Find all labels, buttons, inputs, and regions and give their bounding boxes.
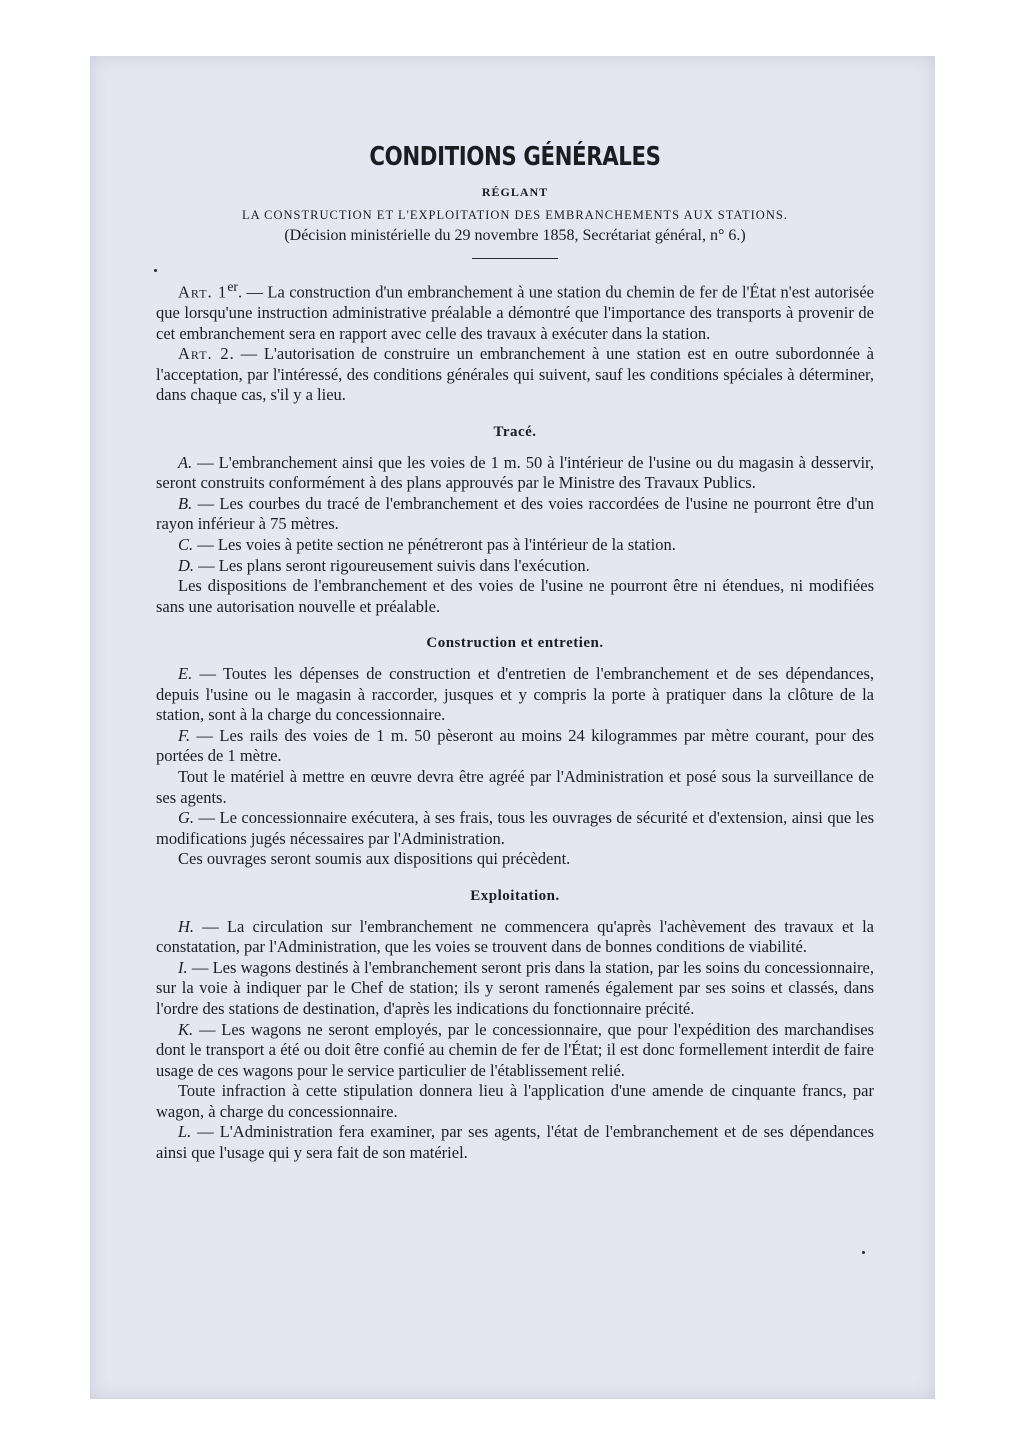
article-2: [156, 344, 874, 406]
clause-b-text: — Les courbes du tracé de l'embranchement et des voies raccordées de l'usine ne pourront être d'un rayon inférieur à 75 mètres.: [156, 493, 874, 534]
clause-c-text: — Les voies à petite section ne pénétreront pas à l'intérieur de la station.: [193, 535, 676, 555]
article-1: [156, 277, 874, 344]
article-1-text: . — La construction d'un embranchement à une station du chemin de fer de l'État n'est autorisée que lorsqu'une instruction administrative préalable a démontré que l'importance des transports à provenir de cet embranchement sera en rapport avec celle des travaux à exécuter dans la station.: [156, 282, 874, 343]
clause-g-text: — Le concessionnaire exécutera, à ses frais, tous les ouvrages de sécurité et d'extension, ainsi que les modifications jugés nécessaires par l'Administration.: [156, 808, 874, 848]
clause-c: [156, 535, 874, 556]
document-title: CONDITIONS GÉNÉRALES: [369, 142, 661, 172]
clause-c-letter: C.: [178, 535, 194, 555]
clause-f-text: — Les rails des voies de 1 m. 50 pèseront au moins 24 kilogrammes par mètre courant, pour des portées de 1 mètre.: [156, 725, 874, 766]
clause-d-text: — Les plans seront rigoureusement suivis dans l'exécution.: [194, 555, 590, 575]
clause-k-extra: Toute infraction à cette stipulation donnera lieu à l'application d'une amende de cinquante francs, par wagon, à charge du concessionnaire.: [156, 1081, 874, 1121]
clause-e-text: — Toutes les dépenses de construction et d'entretien de l'embranchement et de ses dépendances, depuis l'usine ou le magasin à raccorder, jusques et y compris la porte à pratiquer dans la clôture de la station, sont à la charge du concessionnaire.: [156, 664, 874, 725]
clause-f-extra: Tout le matériel à mettre en œuvre devra être agréé par l'Administration et posé sous la surveillance de ses agents.: [156, 766, 874, 807]
clause-l-letter: L.: [178, 1122, 192, 1142]
article-2-label: Art. 2: [178, 344, 230, 364]
clause-i-letter: I.: [178, 957, 188, 977]
article-1-label: Art. 1: [178, 282, 228, 302]
clause-a-text: — L'embranchement ainsi que les voies de 1 m. 50 à l'intérieur de l'usine ou du magasin à desservir, seront construits conformément à des plans approuvés par le Ministre des Travaux Publics.: [156, 452, 874, 493]
clause-l: [156, 1122, 874, 1163]
clause-d-letter: D.: [178, 555, 195, 575]
title-divider: [472, 258, 558, 259]
scanned-page: [90, 56, 935, 1399]
clause-e: [156, 664, 874, 726]
clause-h-text: — La circulation sur l'embranchement ne commencera qu'après l'achèvement des travaux et la constatation, par l'Administration, que les voies se trouvent dans de bonnes conditions de viabilité.: [156, 916, 874, 957]
clause-k-text: — Les wagons ne seront employés, par le concessionnaire, que pour l'expédition des marchandises dont le transport a été ou doit être confié au chemin de fer de l'État; il est donc formellement interdit de faire usage de ces wagons pour le service particulier de l'établissement relié.: [156, 1019, 874, 1080]
clause-d: [156, 556, 874, 577]
clause-i-text: — Les wagons destinés à l'embranchement seront pris dans la station, par les soins du concessionnaire, sur la voie à indiquer par le Chef de station; ils y seront ramenés également par ses soins et classés, dans l'ordre des stations de destination, d'après les indications du fonctionnaire précité.: [156, 957, 874, 1018]
article-1-sup: er: [227, 279, 238, 294]
clause-g-extra: Ces ouvrages seront soumis aux dispositions qui précèdent.: [178, 849, 571, 869]
clause-b: [156, 494, 874, 535]
clause-a-letter: A.: [178, 452, 193, 472]
clause-b-letter: B.: [178, 493, 193, 513]
clause-f: [156, 726, 874, 767]
clause-l-text: — L'Administration fera examiner, par ses agents, l'état de l'embranchement et de ses dépendances ainsi que l'usage qui y sera fait de son matériel.: [156, 1122, 874, 1163]
document-subtitle-scope: LA CONSTRUCTION ET L'EXPLOITATION DES EMBRANCHEMENTS AUX STATIONS.: [242, 208, 788, 222]
document-subtitle: RÉGLANT: [481, 185, 549, 199]
section-heading-construction: Construction et entretien.: [426, 635, 604, 652]
clause-d-extra: Les dispositions de l'embranchement et des voies de l'usine ne pourront être ni étendues, ni modifiées sans une autorisation nouvelle et préalable.: [156, 576, 874, 616]
document-body: [156, 142, 874, 1164]
article-2-text: . — L'autorisation de construire un embranchement à une station est en outre subordonnée à l'acceptation, par l'intéressé, des conditions générales qui suivent, sauf les conditions spéciales à déterminer, dans chaque cas, s'il y a lieu.: [156, 344, 874, 405]
decision-reference: (Décision ministérielle du 29 novembre 1858, Secrétariat général, n° 6.): [284, 227, 746, 244]
clause-f-letter: F.: [178, 725, 191, 745]
clause-a: [156, 453, 874, 494]
clause-g-letter: G.: [178, 808, 195, 828]
clause-k: [156, 1020, 874, 1082]
clause-k-letter: K.: [178, 1019, 194, 1039]
clause-i: [156, 958, 874, 1020]
ink-speck: [862, 1251, 865, 1254]
clause-h: [156, 917, 874, 958]
section-heading-trace: Tracé.: [493, 424, 537, 441]
clause-g: [156, 808, 874, 849]
clause-h-letter: H.: [178, 916, 195, 936]
section-heading-exploitation: Exploitation.: [470, 887, 560, 904]
clause-e-letter: E.: [178, 664, 193, 683]
